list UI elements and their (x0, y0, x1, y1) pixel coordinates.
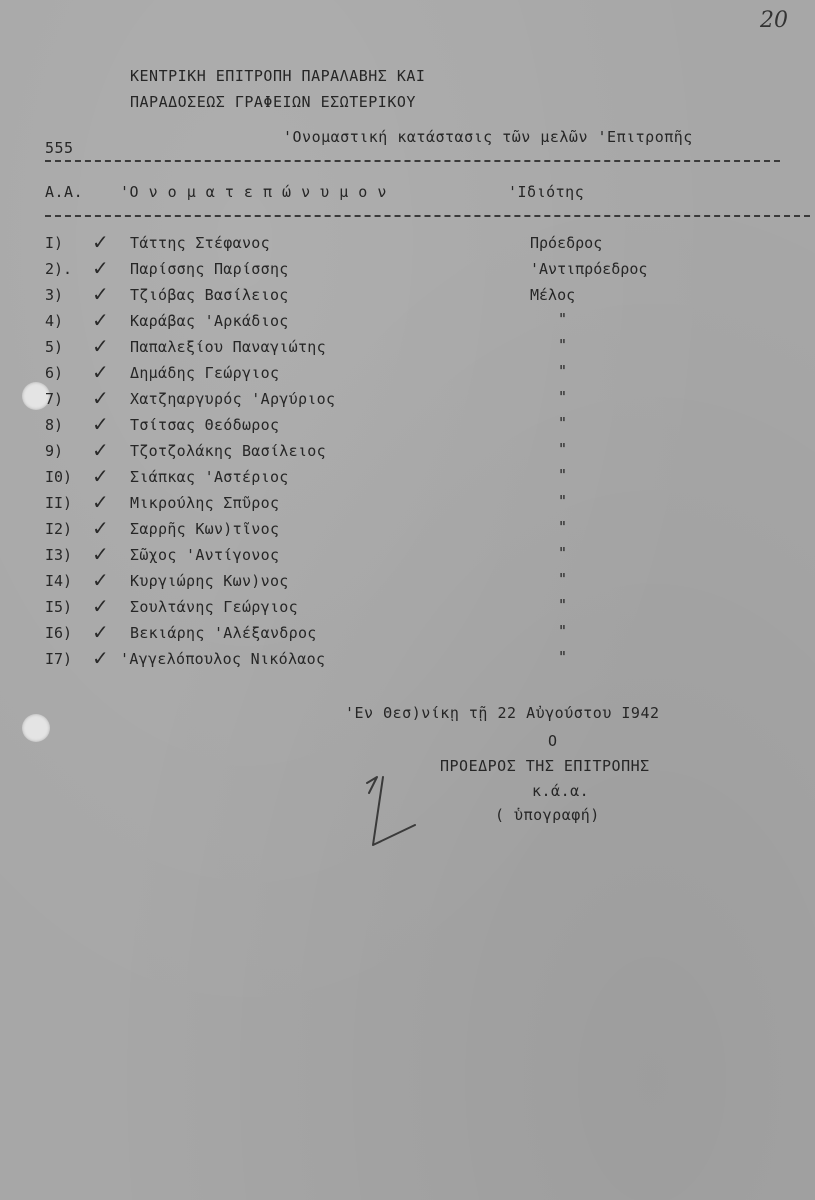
member-role: Πρόεδρος (530, 234, 603, 252)
check-mark-icon: ✓ (92, 360, 109, 384)
item-number: 4) (45, 312, 64, 330)
ditto-mark: " (558, 336, 568, 354)
divider-top (45, 160, 780, 162)
item-number: I2) (45, 520, 73, 538)
column-header-name: 'Ο ν ο μ α τ ε π ώ ν υ μ ο ν (120, 183, 387, 201)
item-number: 2). (45, 260, 73, 278)
header-line-1: ΚΕΝΤΡΙΚΗ ΕΠΙΤΡΟΠΗ ΠΑΡΑΛΑΒΗΣ ΚΑΙ (130, 67, 426, 85)
ditto-mark: " (558, 414, 568, 432)
punch-hole-bottom (22, 714, 50, 742)
column-header-aa: Α.Α. (45, 183, 84, 201)
check-mark-icon: ✓ (92, 568, 109, 592)
signature-o: Ο (548, 732, 558, 750)
item-number: 7) (45, 390, 64, 408)
check-mark-icon: ✓ (92, 490, 109, 514)
member-name: Τάττης Στέφανος (130, 234, 270, 252)
place-date: 'Εν Θεσ)νίκῃ τῇ 22 Αὐγούστου Ι942 (345, 704, 660, 722)
item-number: 5) (45, 338, 64, 356)
item-number: II) (45, 494, 73, 512)
member-role: Μέλος (530, 286, 576, 304)
item-number: 3) (45, 286, 64, 304)
member-name: Σῶχος 'Αντίγονος (130, 546, 280, 564)
item-number: 6) (45, 364, 64, 382)
member-name: Χατζηαργυρός 'Αργύριος (130, 390, 336, 408)
list-item (0, 646, 815, 676)
member-name: Βεκιάρης 'Αλέξανδρος (130, 624, 317, 642)
member-name: 'Αγγελόπουλος Νικόλαος (120, 650, 326, 668)
ditto-mark: " (558, 466, 568, 484)
member-name: Τζιόβας Βασίλειος (130, 286, 289, 304)
ditto-mark: " (558, 310, 568, 328)
member-name: Τζοτζολάκης Βασίλειος (130, 442, 326, 460)
item-number: I4) (45, 572, 73, 590)
check-mark-icon: ✓ (92, 646, 109, 670)
check-mark-icon: ✓ (92, 308, 109, 332)
member-name: Κυργιώρης Κων)νος (130, 572, 289, 590)
member-name: Καράβας 'Αρκάδιος (130, 312, 289, 330)
list-item (0, 464, 815, 494)
check-mark-icon: ✓ (92, 386, 109, 410)
ditto-mark: " (558, 596, 568, 614)
list-item (0, 542, 815, 572)
item-number: 9) (45, 442, 64, 460)
check-mark-icon: ✓ (92, 230, 109, 254)
item-number: I5) (45, 598, 73, 616)
ditto-mark: " (558, 362, 568, 380)
list-item (0, 568, 815, 598)
list-item (0, 386, 815, 416)
member-name: Παρίσσης Παρίσσης (130, 260, 289, 278)
member-name: Παπαλεξίου Παναγιώτης (130, 338, 326, 356)
item-number: I7) (45, 650, 73, 668)
item-number: 8) (45, 416, 64, 434)
item-number: I6) (45, 624, 73, 642)
check-mark-icon: ✓ (92, 412, 109, 436)
check-mark-icon: ✓ (92, 516, 109, 540)
check-mark-icon: ✓ (92, 464, 109, 488)
list-item (0, 360, 815, 390)
list-item (0, 282, 815, 312)
list-item (0, 594, 815, 624)
signatory-abbrev: κ.ά.α. (532, 782, 590, 800)
item-number: I0) (45, 468, 73, 486)
list-item (0, 308, 815, 338)
check-mark-icon: ✓ (92, 438, 109, 462)
divider-header (45, 215, 810, 217)
signatory-title: ΠΡΟΕΔΡΟΣ ΤΗΣ ΕΠΙΤΡΟΠΗΣ (440, 757, 650, 775)
check-mark-icon: ✓ (92, 282, 109, 306)
ditto-mark: " (558, 648, 568, 666)
handwritten-mark-icon (355, 775, 425, 850)
page-number: 20 (760, 8, 788, 33)
column-header-role: 'Ιδιότης (508, 183, 585, 201)
ditto-mark: " (558, 388, 568, 406)
list-item (0, 516, 815, 546)
item-number: I3) (45, 546, 73, 564)
member-name: Μικρούλης Σπῦρος (130, 494, 280, 512)
member-name: Σιάπκας 'Αστέριος (130, 468, 289, 486)
member-name: Δημάδης Γεώργιος (130, 364, 280, 382)
check-mark-icon: ✓ (92, 334, 109, 358)
ditto-mark: " (558, 570, 568, 588)
list-item (0, 334, 815, 364)
member-name: Σουλτάνης Γεώργιος (130, 598, 298, 616)
list-item (0, 438, 815, 468)
check-mark-icon: ✓ (92, 620, 109, 644)
check-mark-icon: ✓ (92, 542, 109, 566)
list-item (0, 490, 815, 520)
member-role: 'Αντιπρόεδρος (530, 260, 648, 278)
list-item (0, 412, 815, 442)
ditto-mark: " (558, 518, 568, 536)
item-number: I) (45, 234, 64, 252)
ditto-mark: " (558, 492, 568, 510)
ditto-mark: " (558, 440, 568, 458)
member-name: Σαρρῆς Κων)τῖνος (130, 520, 280, 538)
list-item (0, 230, 815, 260)
document-subtitle: 'Ονομαστική κατάστασις τῶν μελῶν 'Επιτροπῆς (283, 128, 693, 146)
list-item (0, 256, 815, 286)
signature-note: ( ὑπογραφή) (495, 806, 600, 824)
ditto-mark: " (558, 622, 568, 640)
header-line-2: ΠΑΡΑΔΟΣΕΩΣ ΓΡΑΦΕΙΩΝ ΕΣΩΤΕΡΙΚΟΥ (130, 93, 416, 111)
check-mark-icon: ✓ (92, 256, 109, 280)
document-number: 555 (45, 139, 74, 157)
list-item (0, 620, 815, 650)
ditto-mark: " (558, 544, 568, 562)
check-mark-icon: ✓ (92, 594, 109, 618)
member-name: Τσίτσας Θεόδωρος (130, 416, 280, 434)
